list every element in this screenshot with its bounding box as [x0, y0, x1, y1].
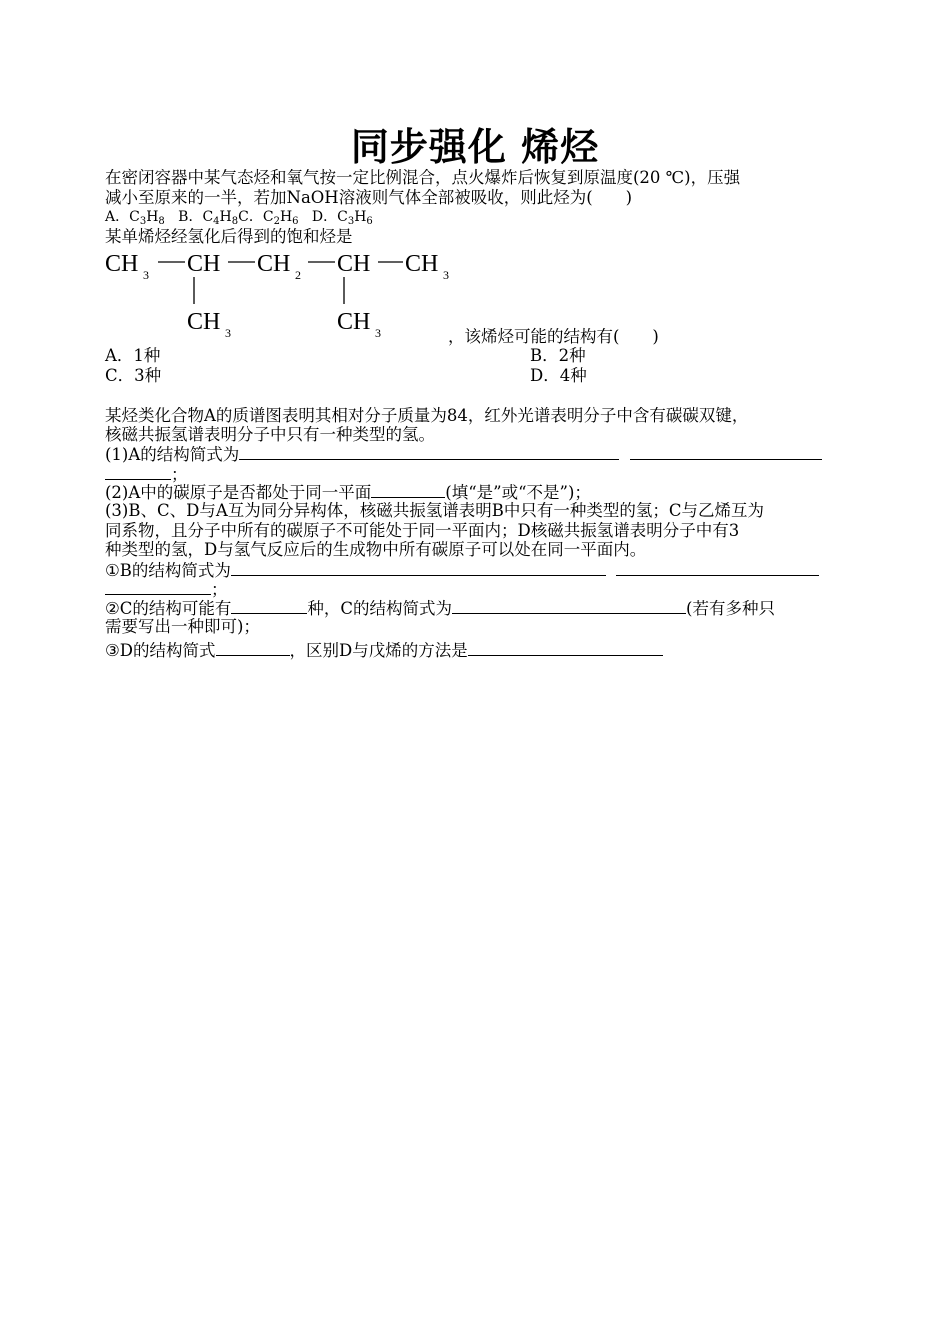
formula-sub-3-right: 3: [443, 268, 449, 282]
q3-sub3: ③D的结构简式 ，区别D与戊烯的方法是: [105, 640, 663, 661]
q3-sub1: ①B的结构简式为: [105, 560, 819, 581]
formula-ch-left: CH: [187, 251, 221, 277]
formula-ch3-branch-left: CH: [187, 309, 221, 335]
q3-part1-cont: ；: [105, 464, 188, 485]
q3-line1: 某烃类化合物A的质谱图表明其相对分子质量为84，红外光谱表明分子中含有碳碳双键，: [105, 406, 749, 425]
answer-blank-coplanar[interactable]: [371, 482, 445, 498]
answer-blank-c-count[interactable]: [231, 598, 307, 614]
answer-blank-a-structure-cont[interactable]: [630, 444, 822, 460]
q3-part3-line3: 种类型的氢，D与氢气反应后的生成物中所有碳原子可以处在同一平面内。: [105, 540, 647, 559]
structural-formula: [100, 246, 460, 346]
q2-option-a: A．1种: [105, 346, 161, 365]
answer-blank-a-structure[interactable]: [239, 444, 619, 460]
q1-options: [105, 207, 373, 227]
q3-part1: (1)A的结构简式为: [105, 444, 822, 465]
q3-part3-line2: 同系物，且分子中所有的碳原子不可能处于同一平面内；D核磁共振氢谱表明分子中有3: [105, 521, 740, 540]
q1-option-c: C．$C_2H_6$: [238, 209, 299, 227]
answer-blank-d-structure[interactable]: [216, 640, 290, 656]
q1-option-a: A．$C_3H_8$: [105, 209, 165, 227]
answer-blank-a-structure-end[interactable]: [105, 464, 171, 480]
q2-option-b: B．2种: [530, 346, 586, 365]
q1-line2: 减小至原来的一半，若加NaOH溶液则气体全部被吸收，则此烃为( ): [105, 188, 633, 207]
q2-option-d: D．4种: [530, 366, 587, 385]
answer-blank-b-structure-end[interactable]: [105, 579, 211, 595]
q3-line2: 核磁共振氢谱表明分子中只有一种类型的氢。: [105, 425, 435, 444]
formula-sub-3-left: 3: [143, 268, 149, 282]
formula-ch2: CH: [257, 251, 291, 277]
formula-sub-3-branch-right: 3: [375, 326, 381, 340]
formula-sub-3-branch-left: 3: [225, 326, 231, 340]
q3-sub2-cont: 需要写出一种即可)；: [105, 617, 260, 636]
q1-line1: 在密闭容器中某气态烃和氧气按一定比例混合，点火爆炸后恢复到原温度(20 ℃)，压强: [105, 168, 741, 187]
q3-sub1-cont: ；: [105, 579, 228, 600]
q1-option-d: D．$C_3H_6$: [311, 209, 373, 227]
formula-ch3-branch-right: CH: [337, 309, 371, 335]
answer-blank-d-method[interactable]: [468, 640, 663, 656]
formula-ch-right: CH: [337, 251, 371, 277]
q2-line1: 某单烯烃经氢化后得到的饱和烃是: [105, 227, 353, 246]
page-title: 同步强化 烯烃: [350, 125, 600, 169]
q3-part3-line1: (3)B、C、D与A互为同分异构体，核磁共振氢谱表明B中只有一种类型的氢；C与乙烯互为: [105, 501, 765, 520]
q3-part2: (2)A中的碳原子是否都处于同一平面 (填“是”或“不是”)；: [105, 483, 591, 502]
formula-ch3-left: CH: [105, 251, 139, 277]
answer-blank-b-structure[interactable]: [231, 560, 606, 576]
q1-option-b: B．$C_4H_8$: [178, 209, 239, 227]
answer-blank-b-structure-cont[interactable]: [616, 560, 819, 576]
q2-option-c: C．3种: [105, 366, 162, 385]
answer-blank-c-structure[interactable]: [452, 598, 686, 614]
formula-sub-2: 2: [295, 268, 301, 282]
formula-ch3-right: CH: [405, 251, 439, 277]
q3-sub2: ②C的结构可能有 种，C的结构简式为 (若有多种只: [105, 599, 775, 618]
q2-tail: ，该烯烃可能的结构有( ): [448, 327, 659, 346]
